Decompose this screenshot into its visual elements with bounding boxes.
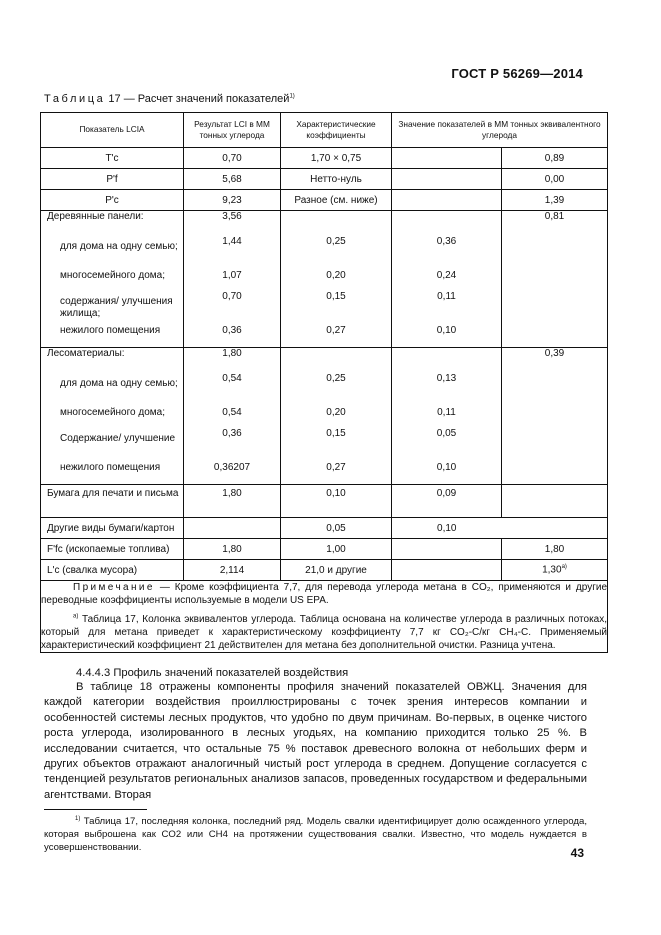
lci-value: 0,70	[184, 148, 281, 169]
sub-value: 0,13	[392, 373, 502, 407]
body-paragraph-block	[44, 680, 587, 803]
table-caption	[44, 93, 295, 105]
group-title: Деревянные панели:	[41, 211, 184, 236]
sub-item-label: для дома на одну семью;	[41, 373, 184, 407]
table-row	[41, 291, 608, 325]
empty-cell	[502, 485, 608, 518]
total-value	[502, 560, 608, 581]
header-coefficients: Характеристические коэффициенты	[281, 113, 392, 148]
sub-value: 0,11	[392, 291, 502, 325]
coef-value: Разное (см. ниже)	[281, 190, 392, 211]
sub-value	[392, 190, 502, 211]
lci-value: 2,114	[184, 560, 281, 581]
lci-value: 0,36	[184, 428, 281, 462]
document-code: ГОСТ Р 56269—2014	[451, 66, 583, 81]
note-text: — Кроме коэффициента 7,7, для перевода углерода метана в CO₂, применяются и другие переводные коэффициенты используемые в модели US EPA.	[41, 582, 608, 606]
coef-value: 0,15	[281, 428, 392, 462]
coef-value: 0,25	[281, 236, 392, 270]
total-value-number: 1,30	[542, 564, 562, 576]
group-title: Лесоматериалы:	[41, 348, 184, 373]
note-paragraph	[41, 581, 607, 607]
empty-cell	[502, 518, 608, 539]
empty-cell	[502, 236, 608, 270]
sub-value: 0,09	[392, 485, 502, 518]
sub-item-label: для дома на одну семью;	[41, 236, 184, 270]
lci-value: 0,70	[184, 291, 281, 325]
lci-value: 3,56	[184, 211, 281, 236]
empty-cell	[392, 539, 502, 560]
lci-value: 1,80	[184, 485, 281, 518]
empty-cell	[502, 291, 608, 325]
coef-value: 0,27	[281, 325, 392, 348]
empty-cell	[502, 428, 608, 462]
table-row	[41, 348, 608, 373]
coef-value: 0,20	[281, 407, 392, 428]
sub-item-label: нежилого помещения	[41, 325, 184, 348]
empty-cell	[502, 325, 608, 348]
sub-item-label: содержания/ улучшения жилища;	[41, 291, 184, 325]
row-label: P'c	[41, 190, 184, 211]
footnote-text: Таблица 17, последняя колонка, последний ряд. Модель свалки идентифицирует долю осажденного углерода, которая выброшена как CO2 или CH4 на протяжении существования свалки. Известно, что модель нуждается в усовершенствовании.	[44, 816, 587, 854]
sub-item-label: многосемейного дома;	[41, 270, 184, 291]
table-row	[41, 560, 608, 581]
total-value-footnote-mark: a)	[561, 564, 567, 571]
caption-text: 17 — Расчет значений показателей	[105, 93, 290, 105]
total-value: 0,81	[502, 211, 608, 236]
sub-value	[392, 148, 502, 169]
table-row	[41, 169, 608, 190]
empty-cell	[281, 211, 392, 236]
table-row	[41, 211, 608, 236]
coef-value: 0,27	[281, 462, 392, 485]
table-row	[41, 373, 608, 407]
coef-value: 1,00	[281, 539, 392, 560]
total-value: 0,00	[502, 169, 608, 190]
lci-value: 1,44	[184, 236, 281, 270]
table-row	[41, 270, 608, 291]
table-row	[41, 407, 608, 428]
table-17	[40, 112, 608, 653]
sub-value: 0,10	[392, 325, 502, 348]
sub-item-label: многосемейного дома;	[41, 407, 184, 428]
coef-value: 0,15	[281, 291, 392, 325]
lci-value: 1,80	[184, 539, 281, 560]
sub-value: 0,36	[392, 236, 502, 270]
row-label: F'fc (ископаемые топлива)	[41, 539, 184, 560]
note-footnote-mark: a)	[73, 613, 79, 620]
empty-cell	[392, 348, 502, 373]
lci-value	[184, 518, 281, 539]
empty-cell	[502, 462, 608, 485]
table-row	[41, 485, 608, 518]
row-label: Другие виды бумаги/картон	[41, 518, 184, 539]
table-note-row	[41, 581, 608, 653]
footnote	[44, 813, 587, 854]
footnote-divider	[44, 809, 147, 810]
table-row	[41, 148, 608, 169]
lci-value: 1,07	[184, 270, 281, 291]
note-footnote-text: Таблица 17, Колонка эквивалентов углерода. Таблица основана на количестве углерода в различных потоках, который для метана приведет к характеристическому коэффициенту 7,7 кг CO₂-С/кг CH₄-С. Применяемый характеристический коэффициент 21 действителен для метана без дополнительной очистки. Разница учтена.	[41, 614, 608, 651]
total-value: 0,39	[502, 348, 608, 373]
lci-value: 0,54	[184, 373, 281, 407]
caption-label: Таблица	[44, 93, 106, 105]
row-label: T'c	[41, 148, 184, 169]
caption-footnote-mark: 1)	[289, 93, 295, 100]
coef-value: 21,0 и другие	[281, 560, 392, 581]
coef-value: 0,05	[281, 518, 392, 539]
sub-value: 0,10	[392, 518, 502, 539]
total-value: 0,89	[502, 148, 608, 169]
lci-value: 9,23	[184, 190, 281, 211]
lci-value: 0,36207	[184, 462, 281, 485]
lci-value: 0,36	[184, 325, 281, 348]
header-lci-result: Результат LCI в ММ тонных углерода	[184, 113, 281, 148]
table-row	[41, 236, 608, 270]
row-label: Бумага для печати и письма	[41, 485, 184, 518]
table-row	[41, 190, 608, 211]
header-indicator: Показатель LCIA	[41, 113, 184, 148]
page-number: 43	[570, 846, 584, 860]
sub-value: 0,24	[392, 270, 502, 291]
empty-cell	[281, 348, 392, 373]
empty-cell	[502, 373, 608, 407]
table-row	[41, 539, 608, 560]
sub-value: 0,11	[392, 407, 502, 428]
lci-value: 5,68	[184, 169, 281, 190]
empty-cell	[502, 407, 608, 428]
empty-cell	[392, 560, 502, 581]
sub-item-label: Содержание/ улучшение	[41, 428, 184, 462]
coef-value: 0,10	[281, 485, 392, 518]
lci-value: 1,80	[184, 348, 281, 373]
sub-item-label: нежилого помещения	[41, 462, 184, 485]
coef-value: 1,70 × 0,75	[281, 148, 392, 169]
empty-cell	[502, 270, 608, 291]
sub-value: 0,10	[392, 462, 502, 485]
header-indicator-values: Значение показателей в ММ тонных эквивалентного углерода	[392, 113, 608, 148]
sub-value	[392, 169, 502, 190]
table-row	[41, 325, 608, 348]
sub-value: 0,05	[392, 428, 502, 462]
coef-value: 0,25	[281, 373, 392, 407]
coef-value: 0,20	[281, 270, 392, 291]
coef-value: Нетто-нуль	[281, 169, 392, 190]
section-title: 4.4.4.3 Профиль значений показателей воздействия	[76, 667, 349, 679]
lci-value: 0,54	[184, 407, 281, 428]
table-row	[41, 518, 608, 539]
total-value: 1,80	[502, 539, 608, 560]
note-label: Примечание	[73, 582, 155, 593]
row-label: L'c (свалка мусора)	[41, 560, 184, 581]
table-note	[41, 581, 608, 653]
row-label: P'f	[41, 169, 184, 190]
total-value: 1,39	[502, 190, 608, 211]
note-footnote-paragraph	[41, 613, 607, 652]
footnote-mark: 1)	[75, 816, 81, 822]
empty-cell	[392, 211, 502, 236]
body-paragraph: В таблице 18 отражены компоненты профиля значений показателей ОВЖЦ. Значения для каждой категории воздействия проиллюстрированы с точек зрения интересов компании и особенностей системы лесных продуктов, что удобно по двум причинам. Во-первых, в оценке чистого роста углерода, изолированного в лесных угодьях, на компанию приходится только 25 %. В исследовании считается, что остальные 75 % поставок древесного волокна от небольших ферм и других объектов отражают аналогичный чистый рост углерода в среднем. Допущение согласуется с тенденцией результатов региональных анализов запасов, проведенных государством и федеральными агентствами. Вторая	[44, 681, 587, 801]
table-row	[41, 428, 608, 462]
table-header-row	[41, 113, 608, 148]
table-row	[41, 462, 608, 485]
